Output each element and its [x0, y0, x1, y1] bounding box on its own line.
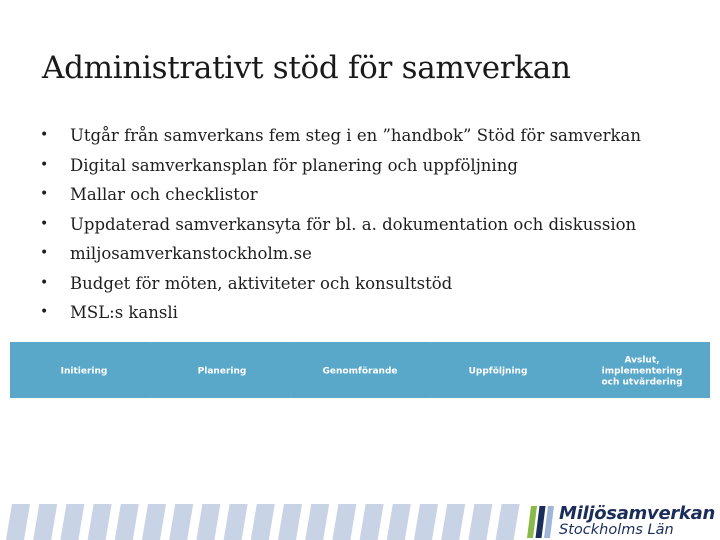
footer-stripe [33, 504, 57, 540]
bullet-item [40, 239, 641, 269]
process-step-label: Avslut, [624, 355, 660, 366]
bullet-item [40, 298, 641, 328]
bullet-text: Utgår från samverkans fem steg i en ”handbok” Stöd för samverkan [70, 126, 641, 145]
bullet-item [40, 180, 641, 210]
bullet-glyph: • [40, 304, 49, 320]
footer-stripe [251, 504, 275, 540]
bullet-text: Budget för möten, aktiviteter och konsultstöd [70, 273, 453, 293]
logo [520, 503, 720, 540]
bullet-glyph: • [40, 186, 49, 202]
footer-stripe [142, 504, 166, 540]
footer-stripe [115, 504, 139, 540]
bullet-item [40, 210, 641, 240]
footer-stripe [360, 504, 384, 540]
logo-subtitle: Stockholms Län [559, 522, 674, 538]
bullet-item [40, 121, 641, 151]
bullet-glyph: • [40, 245, 49, 261]
logo-mark-stripe [536, 506, 546, 538]
footer-stripe-decoration [0, 504, 530, 540]
footer-stripe [305, 504, 329, 540]
process-step-label: Genomförande [322, 366, 398, 377]
footer-stripe [496, 504, 520, 540]
bullet-list [40, 121, 641, 328]
bullet-item [40, 269, 641, 299]
process-step-label: Planering [197, 366, 247, 377]
process-step-label: och utvärdering [601, 377, 683, 388]
process-step-label: Initiering [60, 366, 108, 377]
bullet-glyph: • [40, 156, 49, 173]
footer-stripe [387, 504, 411, 540]
bullet-text: MSL:s kansli [70, 303, 178, 322]
logo-mark-icon [526, 506, 554, 538]
bullet-text: Mallar och checklistor [70, 185, 258, 204]
bullet-glyph: • [40, 215, 49, 232]
logo-mark-stripe [527, 506, 537, 538]
process-arrow-flow [0, 340, 720, 400]
footer-stripe [6, 504, 30, 540]
bullet-text: Uppdaterad samverkansyta för bl. a. dokumentation och diskussion [70, 214, 637, 234]
footer-stripe [278, 504, 302, 540]
bullet-text: miljosamverkanstockholm.se [70, 244, 312, 263]
footer-stripe [468, 504, 492, 540]
footer-stripe [224, 504, 248, 540]
footer-stripe [441, 504, 465, 540]
logo-title: Miljösamverkan [559, 503, 715, 524]
footer-stripe [332, 504, 356, 540]
footer-stripe [60, 504, 84, 540]
footer-stripe [169, 504, 193, 540]
bullet-text: Digital samverkansplan för planering och uppföljning [70, 155, 518, 175]
bullet-glyph: • [40, 274, 49, 291]
slide-title: Administrativt stöd för samverkan [42, 50, 571, 86]
logo-mark-stripe [544, 506, 554, 538]
process-step-label: Uppföljning [468, 366, 528, 377]
footer-stripe [196, 504, 220, 540]
process-step-label: implementering [601, 366, 683, 377]
bullet-glyph: • [40, 127, 49, 143]
bullet-item [40, 151, 641, 181]
footer-stripe [414, 504, 438, 540]
footer-stripe [88, 504, 112, 540]
